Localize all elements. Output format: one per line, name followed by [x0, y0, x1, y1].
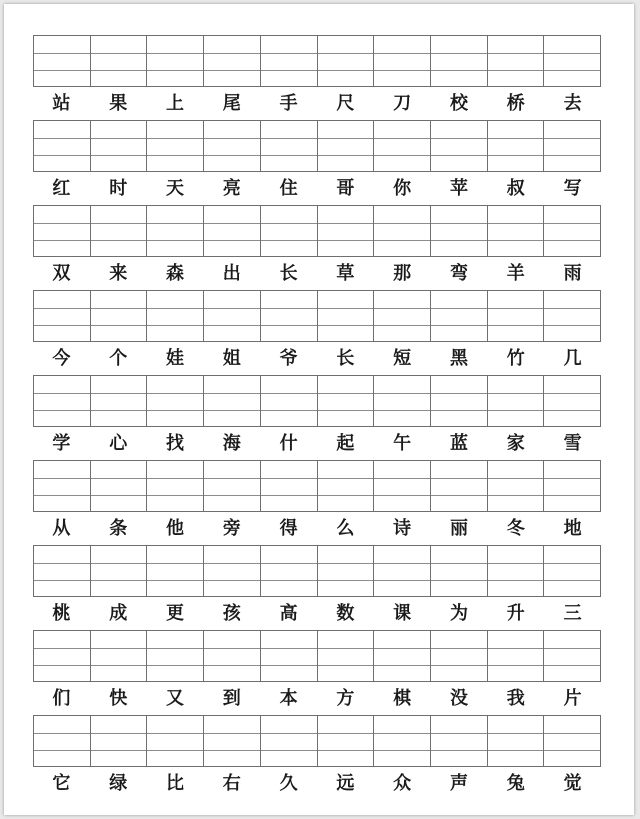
character-label: 你	[393, 178, 412, 199]
writing-grid	[33, 290, 601, 342]
practice-row	[33, 35, 601, 120]
character-label: 森	[165, 263, 184, 284]
writing-grid	[33, 120, 601, 172]
character-label: 校	[449, 93, 468, 114]
character-row	[33, 258, 601, 290]
character-label: 棋	[393, 688, 412, 709]
writing-cell	[374, 716, 431, 766]
character-label: 天	[165, 178, 184, 199]
character-label: 来	[109, 263, 128, 284]
writing-cell	[431, 546, 488, 596]
writing-grid	[33, 35, 601, 87]
character-label: 众	[393, 773, 412, 794]
character-label: 亮	[222, 178, 241, 199]
character-label: 比	[165, 773, 184, 794]
writing-cell	[91, 36, 148, 86]
character-label: 桥	[506, 93, 525, 114]
character-label: 高	[279, 603, 298, 624]
character-row	[33, 173, 601, 205]
writing-cell	[318, 716, 375, 766]
character-label: 数	[336, 603, 355, 624]
practice-row	[33, 120, 601, 205]
character-label: 写	[563, 178, 582, 199]
practice-row	[33, 545, 601, 630]
character-label: 双	[52, 263, 71, 284]
character-label: 片	[563, 688, 582, 709]
writing-cell	[91, 376, 148, 426]
character-label: 诗	[393, 518, 412, 539]
character-label: 雪	[563, 433, 582, 454]
character-label: 竹	[506, 348, 525, 369]
writing-cell	[374, 291, 431, 341]
character-label: 家	[506, 433, 525, 454]
writing-cell	[34, 291, 91, 341]
character-label: 地	[563, 518, 582, 539]
writing-grid	[33, 715, 601, 767]
writing-grid	[33, 630, 601, 682]
character-label: 蓝	[449, 433, 468, 454]
character-row	[33, 768, 601, 800]
writing-cell	[261, 121, 318, 171]
character-label: 又	[165, 688, 184, 709]
character-label: 苹	[449, 178, 468, 199]
character-label: 弯	[449, 263, 468, 284]
writing-cell	[34, 121, 91, 171]
character-label: 我	[506, 688, 525, 709]
writing-cell	[431, 121, 488, 171]
character-label: 们	[52, 688, 71, 709]
character-label: 长	[279, 263, 298, 284]
character-label: 站	[52, 93, 71, 114]
character-label: 叔	[506, 178, 525, 199]
writing-cell	[431, 36, 488, 86]
writing-cell	[544, 206, 600, 256]
writing-cell	[91, 716, 148, 766]
character-label: 海	[222, 433, 241, 454]
writing-cell	[544, 546, 600, 596]
writing-cell	[488, 376, 545, 426]
writing-cell	[204, 121, 261, 171]
writing-cell	[204, 461, 261, 511]
character-row	[33, 88, 601, 120]
character-label: 么	[336, 518, 355, 539]
character-label: 没	[449, 688, 468, 709]
character-label: 为	[449, 603, 468, 624]
character-label: 娃	[165, 348, 184, 369]
character-label: 到	[222, 688, 241, 709]
writing-grid	[33, 545, 601, 597]
character-label: 今	[52, 348, 71, 369]
writing-cell	[261, 716, 318, 766]
character-label: 爷	[279, 348, 298, 369]
character-label: 找	[165, 433, 184, 454]
writing-cell	[488, 36, 545, 86]
writing-cell	[544, 631, 600, 681]
character-label: 快	[109, 688, 128, 709]
character-label: 成	[109, 603, 128, 624]
writing-cell	[374, 546, 431, 596]
character-label: 什	[279, 433, 298, 454]
writing-cell	[544, 461, 600, 511]
writing-cell	[431, 631, 488, 681]
writing-cell	[34, 546, 91, 596]
writing-cell	[34, 36, 91, 86]
character-label: 右	[222, 773, 241, 794]
character-label: 课	[393, 603, 412, 624]
character-row	[33, 683, 601, 715]
character-label: 草	[336, 263, 355, 284]
writing-cell	[147, 121, 204, 171]
writing-cell	[34, 206, 91, 256]
writing-cell	[147, 376, 204, 426]
character-label: 心	[109, 433, 128, 454]
character-label: 尾	[222, 93, 241, 114]
writing-grid	[33, 460, 601, 512]
character-label: 起	[336, 433, 355, 454]
writing-cell	[147, 546, 204, 596]
character-label: 手	[279, 93, 298, 114]
character-row	[33, 428, 601, 460]
character-label: 丽	[449, 518, 468, 539]
character-label: 本	[279, 688, 298, 709]
practice-row	[33, 290, 601, 375]
writing-cell	[374, 36, 431, 86]
writing-cell	[261, 631, 318, 681]
writing-cell	[147, 716, 204, 766]
character-label: 时	[109, 178, 128, 199]
character-label: 哥	[336, 178, 355, 199]
character-label: 更	[165, 603, 184, 624]
character-label: 几	[563, 348, 582, 369]
character-row	[33, 513, 601, 545]
character-label: 出	[222, 263, 241, 284]
character-label: 羊	[506, 263, 525, 284]
writing-cell	[318, 631, 375, 681]
writing-cell	[318, 36, 375, 86]
character-label: 桃	[52, 603, 71, 624]
writing-cell	[204, 716, 261, 766]
writing-cell	[261, 461, 318, 511]
writing-cell	[431, 291, 488, 341]
writing-cell	[91, 631, 148, 681]
writing-cell	[544, 36, 600, 86]
character-label: 绿	[109, 773, 128, 794]
character-label: 升	[506, 603, 525, 624]
practice-row	[33, 715, 601, 800]
writing-cell	[34, 631, 91, 681]
writing-cell	[374, 376, 431, 426]
writing-cell	[261, 546, 318, 596]
writing-cell	[488, 291, 545, 341]
writing-cell	[261, 206, 318, 256]
writing-cell	[91, 291, 148, 341]
writing-cell	[488, 461, 545, 511]
practice-row	[33, 205, 601, 290]
practice-row	[33, 630, 601, 715]
practice-row	[33, 375, 601, 460]
writing-grid	[33, 205, 601, 257]
character-label: 方	[336, 688, 355, 709]
character-label: 它	[52, 773, 71, 794]
writing-cell	[544, 376, 600, 426]
writing-cell	[261, 376, 318, 426]
writing-cell	[431, 206, 488, 256]
writing-cell	[91, 121, 148, 171]
character-row	[33, 343, 601, 375]
character-label: 从	[52, 518, 71, 539]
character-label: 长	[336, 348, 355, 369]
writing-cell	[261, 291, 318, 341]
writing-cell	[147, 291, 204, 341]
writing-cell	[318, 291, 375, 341]
writing-cell	[488, 546, 545, 596]
character-label: 远	[336, 773, 355, 794]
character-label: 觉	[563, 773, 582, 794]
writing-cell	[91, 546, 148, 596]
character-label: 红	[52, 178, 71, 199]
writing-cell	[318, 376, 375, 426]
writing-cell	[431, 376, 488, 426]
writing-cell	[147, 206, 204, 256]
character-label: 午	[393, 433, 412, 454]
character-label: 旁	[222, 518, 241, 539]
writing-cell	[544, 716, 600, 766]
character-label: 那	[393, 263, 412, 284]
writing-cell	[431, 716, 488, 766]
writing-cell	[544, 121, 600, 171]
character-label: 三	[563, 603, 582, 624]
character-label: 去	[563, 93, 582, 114]
character-label: 黑	[449, 348, 468, 369]
writing-cell	[91, 461, 148, 511]
character-label: 声	[449, 773, 468, 794]
writing-cell	[204, 291, 261, 341]
writing-cell	[34, 376, 91, 426]
character-label: 姐	[222, 348, 241, 369]
writing-cell	[318, 461, 375, 511]
writing-cell	[374, 631, 431, 681]
character-label: 雨	[563, 263, 582, 284]
writing-cell	[374, 206, 431, 256]
character-label: 果	[109, 93, 128, 114]
writing-cell	[488, 121, 545, 171]
writing-cell	[147, 461, 204, 511]
character-label: 尺	[336, 93, 355, 114]
writing-cell	[488, 716, 545, 766]
character-label: 兔	[506, 773, 525, 794]
writing-cell	[318, 206, 375, 256]
writing-cell	[204, 631, 261, 681]
writing-cell	[488, 631, 545, 681]
writing-cell	[488, 206, 545, 256]
character-row	[33, 598, 601, 630]
writing-cell	[431, 461, 488, 511]
character-label: 刀	[393, 93, 412, 114]
writing-cell	[261, 36, 318, 86]
writing-cell	[204, 206, 261, 256]
writing-cell	[374, 121, 431, 171]
character-label: 孩	[222, 603, 241, 624]
writing-cell	[91, 206, 148, 256]
writing-cell	[34, 716, 91, 766]
character-label: 短	[393, 348, 412, 369]
writing-cell	[204, 376, 261, 426]
writing-cell	[318, 546, 375, 596]
character-label: 学	[52, 433, 71, 454]
character-label: 久	[279, 773, 298, 794]
character-label: 条	[109, 518, 128, 539]
writing-cell	[544, 291, 600, 341]
character-label: 冬	[506, 518, 525, 539]
writing-grid	[33, 375, 601, 427]
writing-cell	[147, 36, 204, 86]
writing-cell	[204, 546, 261, 596]
writing-cell	[204, 36, 261, 86]
writing-cell	[318, 121, 375, 171]
worksheet-page	[4, 4, 634, 815]
writing-cell	[147, 631, 204, 681]
character-label: 上	[165, 93, 184, 114]
character-label: 得	[279, 518, 298, 539]
character-label: 他	[165, 518, 184, 539]
character-label: 个	[109, 348, 128, 369]
writing-cell	[34, 461, 91, 511]
writing-cell	[374, 461, 431, 511]
practice-row	[33, 460, 601, 545]
character-label: 住	[279, 178, 298, 199]
